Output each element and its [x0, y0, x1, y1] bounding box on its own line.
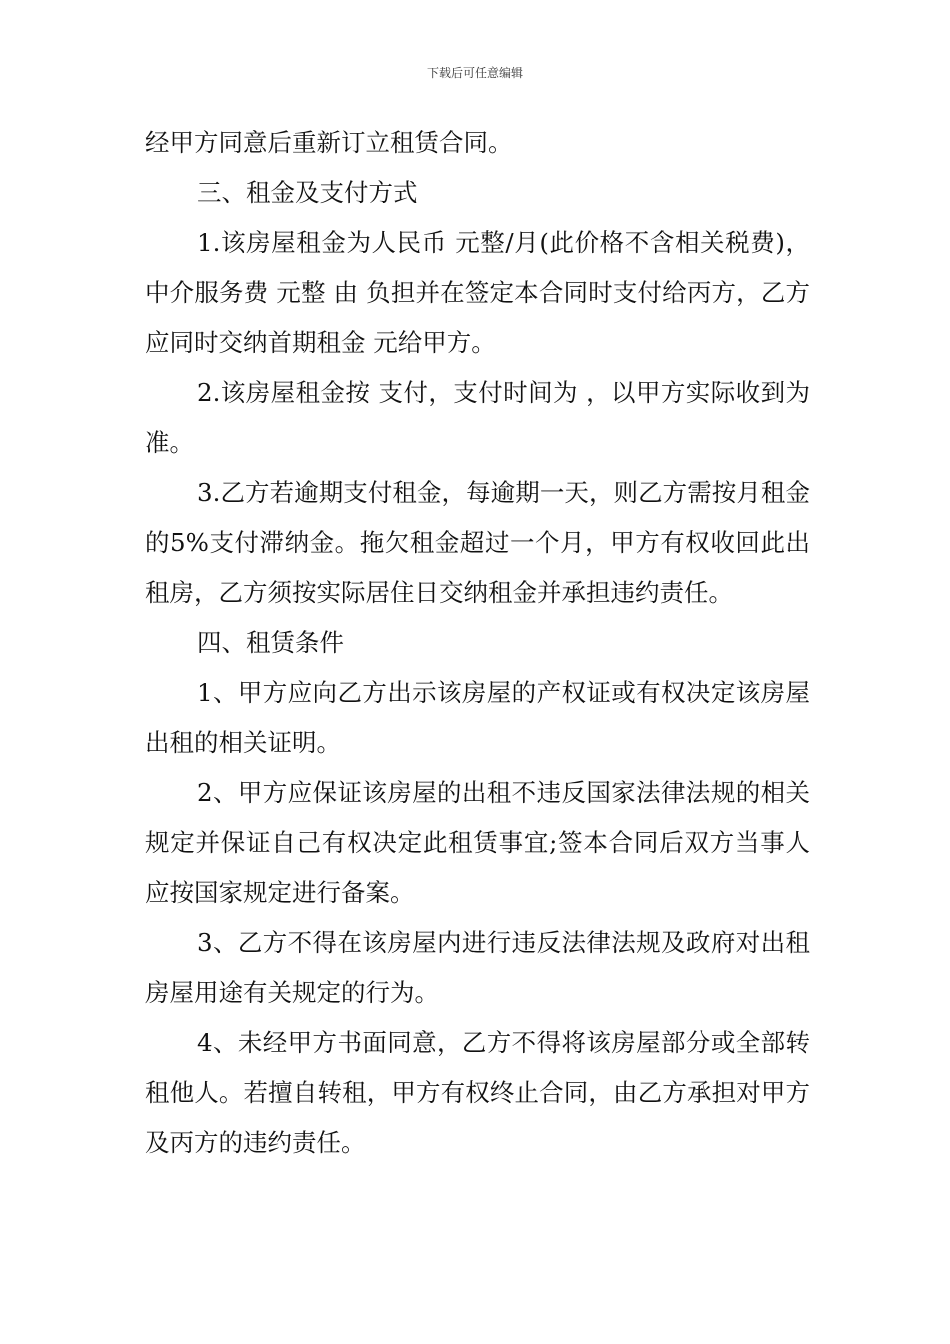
paragraph-condition-2: 2、甲方应保证该房屋的出租不违反国家法律法规的相关规定并保证自己有权决定此租赁事宜;签本合同后双方当事人应按国家规定进行备案。: [145, 778, 810, 907]
paragraph-continuation: 经甲方同意后重新订立租赁合同。: [145, 128, 513, 157]
page-header-note: 下载后可任意编辑: [426, 66, 523, 80]
paragraph-condition-3: 3、乙方不得在该房屋内进行违反法律法规及政府对出租房屋用途有关规定的行为。: [145, 928, 810, 1007]
paragraph-condition-1: 1、甲方应向乙方出示该房屋的产权证或有权决定该房屋出租的相关证明。: [145, 678, 810, 757]
document-body: [145, 118, 810, 1168]
paragraph-condition-4: 4、未经甲方书面同意，乙方不得将该房屋部分或全部转租他人。若擅自转租，甲方有权终止合同，由乙方承担对甲方及丙方的违约责任。: [145, 1028, 810, 1157]
section-heading-rent-payment: 三、租金及支付方式: [197, 178, 418, 207]
section-heading-lease-conditions: 四、租赁条件: [197, 628, 344, 657]
paragraph-late-payment: 3.乙方若逾期支付租金，每逾期一天，则乙方需按月租金的5%支付滞纳金。拖欠租金超过一个月，甲方有权收回此出租房，乙方须按实际居住日交纳租金并承担违约责任。: [145, 478, 810, 607]
paragraph-rent-amount: 1.该房屋租金为人民币 元整/月(此价格不含相关税费)，中介服务费 元整 由 负担并在签定本合同时支付给丙方，乙方应同时交纳首期租金 元给甲方。: [145, 228, 810, 357]
paragraph-rent-schedule: 2.该房屋租金按 支付，支付时间为 ，以甲方实际收到为准。: [145, 378, 810, 457]
